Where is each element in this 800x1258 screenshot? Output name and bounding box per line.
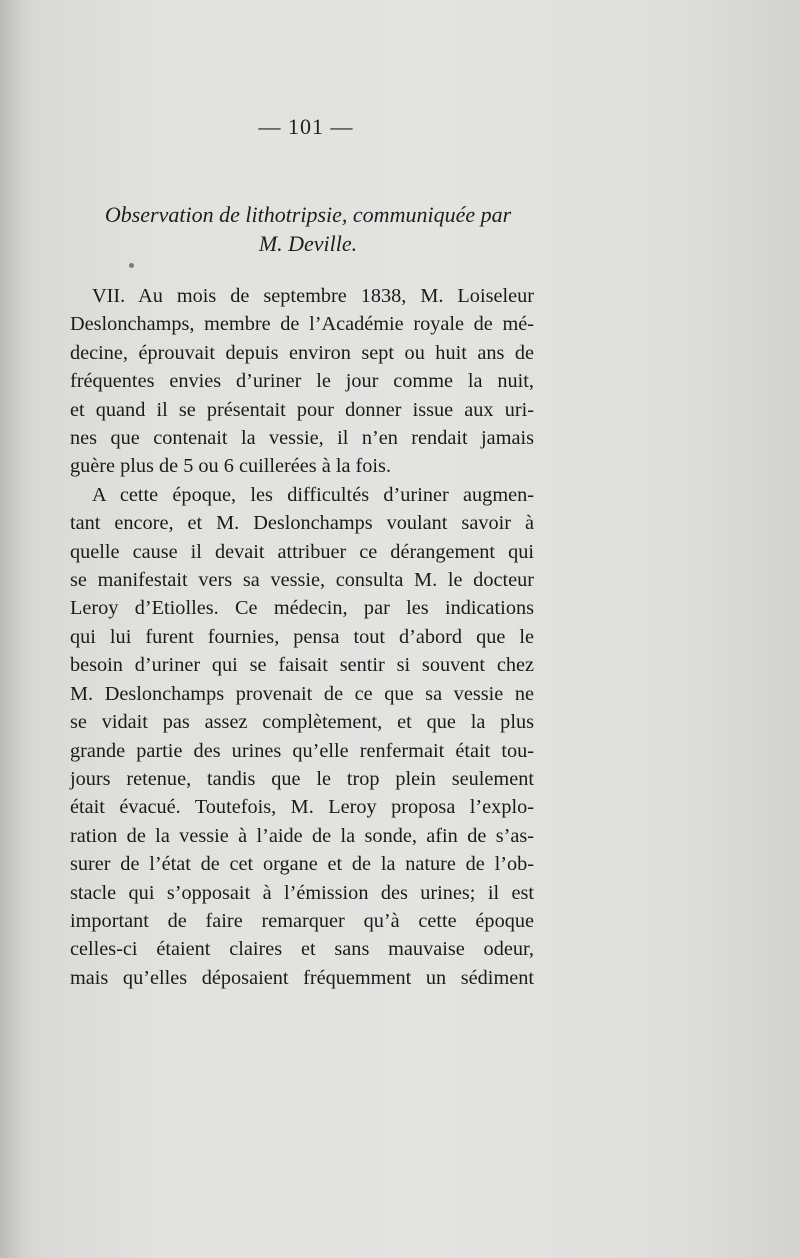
ink-speck bbox=[129, 263, 134, 268]
text-line: ration de la vessie à l’aide de la sonde, afin de s’as- bbox=[70, 824, 534, 847]
observation-heading bbox=[78, 200, 538, 258]
text-line: quelle cause il devait attribuer ce dérangement qui bbox=[70, 540, 534, 563]
text-line: mais qu’elles déposaient fréquemment un sédiment bbox=[70, 966, 534, 989]
text-line: Deslonchamps, membre de l’Académie royale de mé- bbox=[70, 313, 534, 336]
text-line: fréquentes envies d’uriner le jour comme la nuit, bbox=[70, 370, 534, 393]
text-line: celles-ci étaient claires et sans mauvaise odeur, bbox=[70, 938, 534, 961]
text-line: surer de l’état de cet organe et de la nature de l’ob- bbox=[70, 853, 534, 876]
text-line: A cette époque, les difficultés d’uriner augmen- bbox=[92, 483, 534, 506]
text-line: besoin d’uriner qui se faisait sentir si souvent chez bbox=[70, 654, 534, 677]
heading-line-2: M. Deville. bbox=[258, 231, 358, 256]
text-line: tant encore, et M. Deslonchamps voulant savoir à bbox=[70, 512, 534, 535]
text-line: stacle qui s’opposait à l’émission des urines; il est bbox=[70, 881, 534, 904]
text-line: Leroy d’Etiolles. Ce médecin, par les indications bbox=[70, 597, 534, 620]
text-line: jours retenue, tandis que le trop plein seulement bbox=[70, 767, 534, 790]
text-line: se manifestait vers sa vessie, consulta M. le docteur bbox=[70, 569, 534, 592]
text-line: grande partie des urines qu’elle renfermait était tou- bbox=[70, 739, 534, 762]
text-line: qui lui furent fournies, pensa tout d’abord que le bbox=[70, 625, 534, 648]
text-line: decine, éprouvait depuis environ sept ou huit ans de bbox=[70, 341, 534, 364]
text-line: M. Deslonchamps provenait de ce que sa vessie ne bbox=[70, 682, 534, 705]
paragraph-2 bbox=[70, 481, 534, 992]
text-line: guère plus de 5 ou 6 cuillerées à la fois. bbox=[70, 455, 392, 478]
text-line: nes que contenait la vessie, il n’en rendait jamais bbox=[70, 427, 534, 450]
text-line: se vidait pas assez complètement, et que la plus bbox=[70, 711, 534, 734]
heading-line-1: Observation de lithotripsie, communiquée par bbox=[104, 202, 512, 227]
text-line: était évacué. Toutefois, M. Leroy proposa l’explo- bbox=[70, 796, 534, 819]
page-number: — 101 — bbox=[258, 114, 354, 139]
paragraph-1 bbox=[70, 282, 534, 481]
body-text bbox=[70, 282, 534, 992]
text-line: et quand il se présentait pour donner issue aux uri- bbox=[70, 398, 534, 421]
text-line: important de faire remarquer qu’à cette époque bbox=[70, 909, 534, 932]
text-line: VII. Au mois de septembre 1838, M. Loiseleur bbox=[92, 285, 534, 307]
